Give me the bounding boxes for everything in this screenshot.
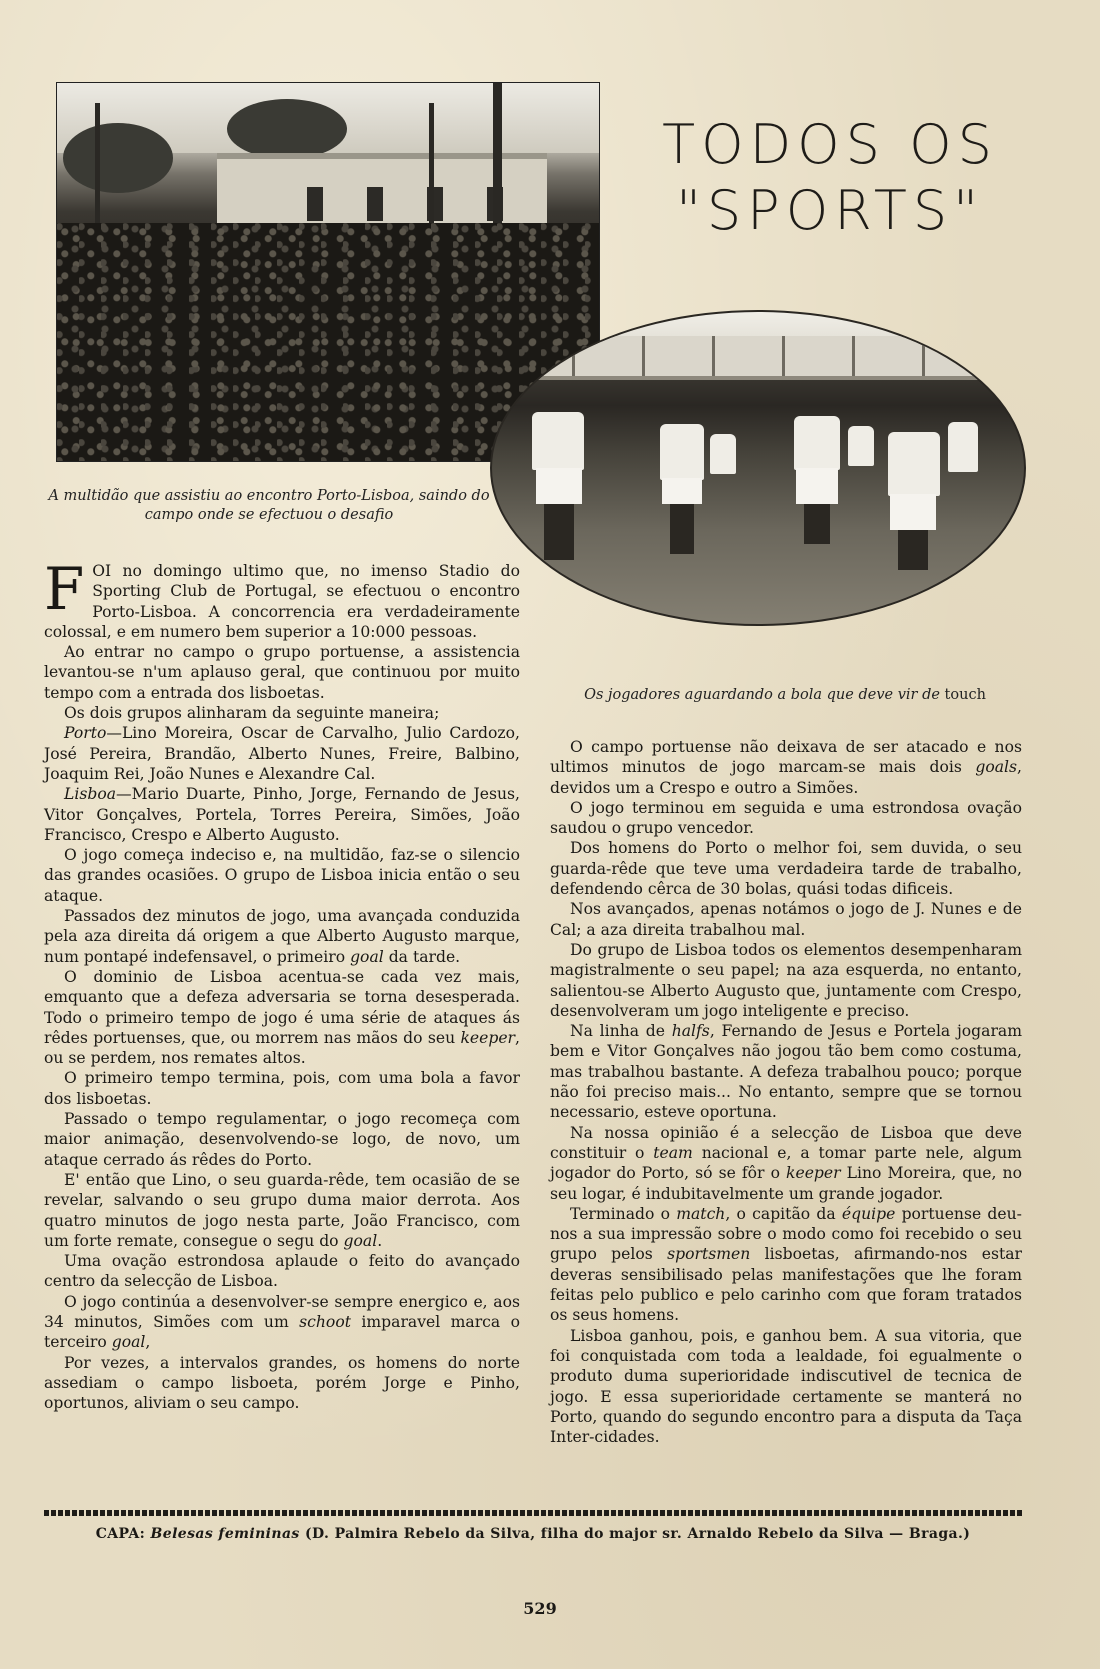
photo-player (888, 432, 940, 496)
team-name: Porto (64, 724, 107, 743)
photo-window (367, 187, 383, 221)
photo-stand-post (642, 336, 645, 376)
paragraph-text: Passados dez minutos de jogo, uma avançada conduzida pela aza direita dá origem a que Alberto Augusto marque, num pontapé indefensavel, o primeiro (44, 907, 520, 966)
cover-credit-rest: (D. Palmira Rebelo da Silva, filha do major sr. Arnaldo Rebelo da Silva — Braga.) (304, 1526, 971, 1542)
photo-pole (95, 103, 100, 243)
foreign-term: goal (350, 947, 384, 966)
foreign-term: sportsmen (667, 1245, 751, 1264)
paragraph-text: Na linha de (570, 1022, 665, 1041)
photo-player (660, 424, 704, 480)
caption-word-touch: touch (944, 687, 986, 703)
article-paragraph (44, 906, 520, 967)
article-paragraph: Uma ovação estrondosa aplaude o feito do avançado centro da selecção de Lisboa. (44, 1252, 520, 1291)
photo-player (794, 416, 840, 470)
paragraph-text: da tarde. (388, 947, 461, 966)
cover-credit (44, 1526, 1022, 1542)
foreign-term: keeper (460, 1028, 516, 1047)
foreign-term: match (676, 1204, 726, 1223)
photo-player (532, 412, 584, 470)
photo-tree (63, 123, 173, 193)
foreign-term: équipe (841, 1204, 896, 1223)
article-paragraph: Lisboa ganhou, pois, e ganhou bem. A sua vitoria, que foi conquistada com toda a lealdade, foi egualmente o produto duma superioridade indiscutivel de tecnica de jogo. E essa superioridade certamente se manterá no Porto, quando do segundo encontro para a disputa da Taça Inter-cidades. (550, 1326, 1022, 1447)
article-paragraph (44, 967, 520, 1068)
cover-credit-title: Belesas femininas (150, 1526, 300, 1542)
photo-stand-post (782, 336, 785, 376)
photo-window (307, 187, 323, 221)
article-paragraph (44, 1170, 520, 1251)
article-paragraph (550, 1021, 1022, 1122)
lineup-text: —Mario Duarte, Pinho, Jorge, Fernando de Jesus, Vitor Gonçalves, Portela, Torres Pereira, Simões, João Francisco, Crespo e Alberto Augusto. (44, 785, 520, 844)
photo-stand-post (852, 336, 855, 376)
foreign-term: goal (343, 1231, 378, 1250)
players-photo-caption (560, 686, 1010, 705)
article-paragraph: O jogo começa indeciso e, na multidão, faz-se o silencio das grandes ocasiões. O grupo de Lisboa inicia então o seu ataque. (44, 846, 520, 905)
article-paragraph (44, 1292, 520, 1353)
paragraph-text: nacional e, a tomar parte nele, algum jogador do Porto, só se fôr o (550, 1143, 1022, 1183)
paragraph-text: , (145, 1333, 151, 1352)
foreign-term: team (653, 1143, 693, 1162)
article-paragraph (550, 1123, 1022, 1204)
paragraph-text: Lino Moreira, que, no seu logar, é indubitavelmente um grande jogador. (550, 1164, 1022, 1203)
photo-player-legs (670, 504, 694, 554)
foreign-term: goals (975, 758, 1018, 777)
article-paragraph: Por vezes, a intervalos grandes, os homens do norte assediam o campo lisboeta, porém Jorge e Pinho, oportunos, aliviam o seu campo. (44, 1353, 520, 1413)
photo-stand-post (712, 336, 715, 376)
paragraph-text: , ou se perdem, nos remates altos. (44, 1028, 520, 1068)
article-paragraph: O jogo terminou em seguida e uma estrondosa ovação saudou o grupo vencedor. (550, 798, 1022, 838)
photo-player (848, 426, 874, 466)
article-column-left (44, 555, 520, 1413)
drop-cap: F (44, 555, 85, 623)
article-paragraph: Do grupo de Lisboa todos os elementos desempenharam magistralmente o seu papel; na aza esquerda, no entanto, salientou-se Alberto Augusto que, juntamente com Crespo, desenvolveram um jogo inteligente e preciso. (550, 940, 1022, 1020)
article-paragraph: Ao entrar no campo o grupo portuense, a assistencia levantou-se n'um aplauso geral, que continuou por muito tempo com a entrada dos lisboetas. (44, 643, 520, 702)
photo-player-legs (898, 530, 928, 570)
article-paragraph: Os dois grupos alinharam da seguinte maneira; (64, 704, 440, 723)
paragraph-text: , Fernando de Jesus e Portela jogaram bem e Vitor Gonçalves não jogou tão bem como costuma, mas trabalhou bastante. A defeza trabalhou pouco; porque não foi preciso mais... No entanto, sempre que se tornou necessario, esteve oportuna. (550, 1022, 1022, 1122)
photo-player (948, 422, 978, 472)
photo-stand-post (922, 336, 925, 376)
paragraph-text: , o capitão da (725, 1204, 836, 1223)
article-paragraph (550, 737, 1022, 798)
section-title (640, 113, 1020, 242)
article-paragraph (44, 723, 520, 784)
dotted-divider (44, 1510, 1022, 1516)
article-paragraph: Nos avançados, apenas notámos o jogo de J. Nunes e de Cal; a aza direita trabalhou mal. (550, 900, 1022, 939)
paragraph-text: OI no domingo ultimo que, no imenso Stadio do Sporting Club de Portugal, se efectuou o encontro Porto-Lisboa. A concorrencia era verdadeiramente colossal, e em numero bem superior a 10:000 pessoas. (44, 562, 520, 641)
photo-player-shorts (890, 494, 936, 530)
article-paragraph (44, 784, 520, 845)
article-paragraph: O primeiro tempo termina, pois, com uma bola a favor dos lisboetas. (44, 1069, 520, 1108)
article-paragraph (550, 1204, 1022, 1326)
team-name: Lisboa (64, 785, 117, 804)
paragraph-text: portuense deu-nos a sua impressão sobre o modo como foi recebido o seu grupo pelos (550, 1204, 1022, 1264)
foreign-term: keeper (786, 1164, 841, 1183)
article-column-right (550, 737, 1022, 1447)
crowd-photo-caption: A multidão que assistiu ao encontro Porto-Lisboa, saindo do campo onde se efectuou o desafio (48, 488, 490, 523)
title-line-2: "SPORTS" (676, 179, 984, 242)
page-number: 529 (523, 1599, 557, 1618)
photo-player (710, 434, 736, 474)
paragraph-text: Terminado o (570, 1204, 670, 1223)
photo-player-shorts (662, 478, 702, 504)
paragraph-text: Na nossa opinião é a selecção de Lisboa que deve constituir o (550, 1123, 1022, 1162)
caption-text: Os jogadores aguardando a bola que deve vir de (584, 687, 940, 703)
players-photo (490, 310, 1026, 626)
cover-credit-prefix: CAPA: (95, 1526, 146, 1542)
photo-grandstand (532, 336, 1002, 380)
paragraph-text: O dominio de Lisboa acentua-se cada vez mais, emquanto que a defeza adversaria se torna desesperada. Todo o primeiro tempo de jogo é uma série de ataques ás rêdes portuenses, que, ou morrem nas mãos do seu (44, 967, 520, 1047)
foreign-term: halfs (671, 1022, 710, 1041)
foreign-term: goal (111, 1333, 146, 1352)
paragraph-text: , devidos um a Crespo e outro a Simões. (550, 758, 1022, 797)
paragraph-text: . (377, 1231, 383, 1250)
paragraph-text: lisboetas, afirmando-nos estar deveras sensibilisado pelas manifestações que lhe foram feitas pelo publico e pelo carinho com que foram tratados os seus homens. (550, 1245, 1022, 1325)
lineup-text: —Lino Moreira, Oscar de Carvalho, Julio Cardozo, José Pereira, Brandão, Alberto Nunes, Freire, Balbino, Joaquim Rei, João Nunes e Alexandre Cal. (44, 724, 520, 783)
article-paragraph: Dos homens do Porto o melhor foi, sem duvida, o seu guarda-rêde que teve uma verdadeira tarde de trabalho, defendendo cêrca de 30 bolas, quási todas dificeis. (550, 839, 1022, 899)
paragraph-text: O campo portuense não deixava de ser atacado e nos ultimos minutos de jogo marcam-se mais dois (550, 738, 1022, 777)
paragraph-text: O jogo continúa a desenvolver-se sempre energico e, aos 34 minutos, Simões com um (44, 1292, 520, 1331)
paragraph-text: imparavel marca o terceiro (44, 1312, 520, 1352)
photo-player-shorts (536, 468, 582, 504)
article-paragraph (44, 555, 520, 642)
photo-tree (227, 99, 347, 159)
photo-stand-post (572, 336, 575, 376)
photo-player-shorts (796, 468, 838, 504)
photo-player-legs (544, 504, 574, 560)
article-paragraph: Passado o tempo regulamentar, o jogo recomeça com maior animação, desenvolvendo-se logo, de novo, um ataque cerrado ás rêdes do Porto. (44, 1110, 520, 1169)
foreign-term: schoot (299, 1312, 351, 1331)
paragraph-text: E' então que Lino, o seu guarda-rêde, tem ocasião de se revelar, salvando o seu grupo duma maior derrota. Aos quatro minutos de jogo nesta parte, João Francisco, com um forte remate, consegue o segu do (44, 1170, 520, 1250)
title-line-1: TODOS OS (662, 113, 998, 176)
photo-player-legs (804, 504, 830, 544)
